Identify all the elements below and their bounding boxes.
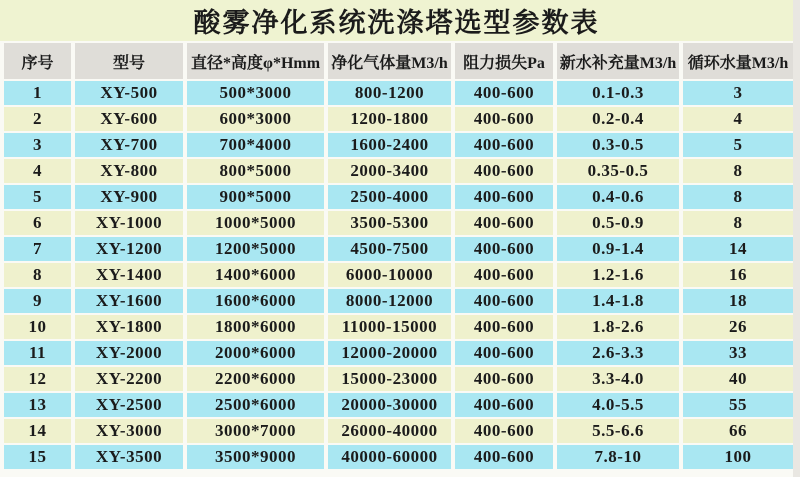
table-cell: 2.6-3.3 xyxy=(557,341,679,365)
table-cell: 1000*5000 xyxy=(187,211,324,235)
table-cell: XY-700 xyxy=(75,133,183,157)
table-cell: XY-1200 xyxy=(75,237,183,261)
table-cell: 0.2-0.4 xyxy=(557,107,679,131)
table-cell: 800*5000 xyxy=(187,159,324,183)
table-cell: 2200*6000 xyxy=(187,367,324,391)
table-cell: 400-600 xyxy=(455,237,553,261)
table-cell: 700*4000 xyxy=(187,133,324,157)
column-header-4: 阻力损失Pa xyxy=(455,43,553,79)
table-row xyxy=(4,263,793,287)
table-cell: XY-1600 xyxy=(75,289,183,313)
table-cell: 11 xyxy=(4,341,71,365)
table-cell: 2500-4000 xyxy=(328,185,451,209)
table-cell: 10 xyxy=(4,315,71,339)
table-cell: 9 xyxy=(4,289,71,313)
table-row xyxy=(4,211,793,235)
table-row xyxy=(4,419,793,443)
table-cell: 7.8-10 xyxy=(557,445,679,469)
table-cell: 15 xyxy=(4,445,71,469)
table-cell: 0.35-0.5 xyxy=(557,159,679,183)
table-cell: 6 xyxy=(4,211,71,235)
table-cell: XY-3000 xyxy=(75,419,183,443)
table-cell: 55 xyxy=(683,393,793,417)
table-cell: 20000-30000 xyxy=(328,393,451,417)
table-row xyxy=(4,159,793,183)
table-cell: 2 xyxy=(4,107,71,131)
column-header-5: 新水补充量M3/h xyxy=(557,43,679,79)
page-title: 酸雾净化系统洗涤塔选型参数表 xyxy=(193,8,600,38)
table-cell: 800-1200 xyxy=(328,81,451,105)
table-cell: 3 xyxy=(4,133,71,157)
table-cell: XY-500 xyxy=(75,81,183,105)
table-cell: 400-600 xyxy=(455,133,553,157)
table-cell: XY-1800 xyxy=(75,315,183,339)
table-cell: 4 xyxy=(4,159,71,183)
column-header-3: 净化气体量M3/h xyxy=(328,43,451,79)
table-row xyxy=(4,107,793,131)
table-cell: 400-600 xyxy=(455,107,553,131)
table-cell: 400-600 xyxy=(455,367,553,391)
table-cell: 66 xyxy=(683,419,793,443)
table-cell: XY-2000 xyxy=(75,341,183,365)
table-cell: XY-3500 xyxy=(75,445,183,469)
table-row xyxy=(4,81,793,105)
table-row xyxy=(4,393,793,417)
table-cell: 14 xyxy=(4,419,71,443)
table-cell: 8 xyxy=(683,159,793,183)
table-row xyxy=(4,315,793,339)
table-cell: 4 xyxy=(683,107,793,131)
table-cell: XY-2200 xyxy=(75,367,183,391)
table-cell: 400-600 xyxy=(455,419,553,443)
table-cell: 4.0-5.5 xyxy=(557,393,679,417)
table-cell: 7 xyxy=(4,237,71,261)
table-cell: 33 xyxy=(683,341,793,365)
table-cell: 5 xyxy=(4,185,71,209)
table-cell: 12000-20000 xyxy=(328,341,451,365)
column-header-0: 序号 xyxy=(4,43,71,79)
selection-parameter-table xyxy=(0,41,797,471)
table-cell: 40 xyxy=(683,367,793,391)
table-row xyxy=(4,367,793,391)
table-cell: 15000-23000 xyxy=(328,367,451,391)
table-cell: 1800*6000 xyxy=(187,315,324,339)
table-cell: 16 xyxy=(683,263,793,287)
table-cell: XY-1000 xyxy=(75,211,183,235)
table-cell: 2500*6000 xyxy=(187,393,324,417)
table-cell: 5.5-6.6 xyxy=(557,419,679,443)
table-cell: 400-600 xyxy=(455,211,553,235)
table-cell: 1 xyxy=(4,81,71,105)
table-cell: XY-900 xyxy=(75,185,183,209)
table-row xyxy=(4,237,793,261)
table-cell: 1.2-1.6 xyxy=(557,263,679,287)
table-cell: XY-800 xyxy=(75,159,183,183)
table-cell: 3000*7000 xyxy=(187,419,324,443)
table-row xyxy=(4,289,793,313)
table-cell: 900*5000 xyxy=(187,185,324,209)
table-cell: 8 xyxy=(4,263,71,287)
table-row xyxy=(4,185,793,209)
table-cell: 1600-2400 xyxy=(328,133,451,157)
table-cell: 400-600 xyxy=(455,445,553,469)
table-cell: 3.3-4.0 xyxy=(557,367,679,391)
table-cell: 18 xyxy=(683,289,793,313)
table-cell: 12 xyxy=(4,367,71,391)
column-header-2: 直径*高度φ*Hmm xyxy=(187,43,324,79)
column-header-1: 型号 xyxy=(75,43,183,79)
table-cell: 6000-10000 xyxy=(328,263,451,287)
table-row xyxy=(4,133,793,157)
table-cell: 3 xyxy=(683,81,793,105)
table-cell: 2000-3400 xyxy=(328,159,451,183)
table-cell: 0.5-0.9 xyxy=(557,211,679,235)
table-cell: 3500-5300 xyxy=(328,211,451,235)
table-cell: 3500*9000 xyxy=(187,445,324,469)
table-cell: 14 xyxy=(683,237,793,261)
table-cell: 400-600 xyxy=(455,341,553,365)
table-cell: 13 xyxy=(4,393,71,417)
table-cell: 1400*6000 xyxy=(187,263,324,287)
table-cell: 500*3000 xyxy=(187,81,324,105)
table-cell: 400-600 xyxy=(455,393,553,417)
table-cell: 0.3-0.5 xyxy=(557,133,679,157)
table-cell: 11000-15000 xyxy=(328,315,451,339)
table-cell: 1.8-2.6 xyxy=(557,315,679,339)
scan-edge-shade xyxy=(793,0,800,477)
table-cell: 26 xyxy=(683,315,793,339)
table-cell: 100 xyxy=(683,445,793,469)
table-cell: XY-1400 xyxy=(75,263,183,287)
table-cell: 400-600 xyxy=(455,263,553,287)
table-cell: 2000*6000 xyxy=(187,341,324,365)
table-row xyxy=(4,341,793,365)
table-cell: 0.9-1.4 xyxy=(557,237,679,261)
table-cell: 40000-60000 xyxy=(328,445,451,469)
table-cell: 8000-12000 xyxy=(328,289,451,313)
table-cell: XY-600 xyxy=(75,107,183,131)
table-cell: 600*3000 xyxy=(187,107,324,131)
table-cell: 8 xyxy=(683,185,793,209)
table-cell: 1200-1800 xyxy=(328,107,451,131)
column-header-6: 循环水量M3/h xyxy=(683,43,793,79)
table-cell: 26000-40000 xyxy=(328,419,451,443)
table-cell: 400-600 xyxy=(455,159,553,183)
table-row xyxy=(4,445,793,469)
table-cell: 400-600 xyxy=(455,185,553,209)
table-cell: 4500-7500 xyxy=(328,237,451,261)
table-cell: 1200*5000 xyxy=(187,237,324,261)
table-header-row xyxy=(4,43,793,79)
table-cell: 0.1-0.3 xyxy=(557,81,679,105)
table-cell: 1.4-1.8 xyxy=(557,289,679,313)
title-bar xyxy=(0,0,793,41)
table-cell: 400-600 xyxy=(455,315,553,339)
table-cell: 5 xyxy=(683,133,793,157)
table-cell: 1600*6000 xyxy=(187,289,324,313)
table-cell: 400-600 xyxy=(455,289,553,313)
table-cell: 0.4-0.6 xyxy=(557,185,679,209)
table-cell: XY-2500 xyxy=(75,393,183,417)
table-cell: 400-600 xyxy=(455,81,553,105)
table-cell: 8 xyxy=(683,211,793,235)
